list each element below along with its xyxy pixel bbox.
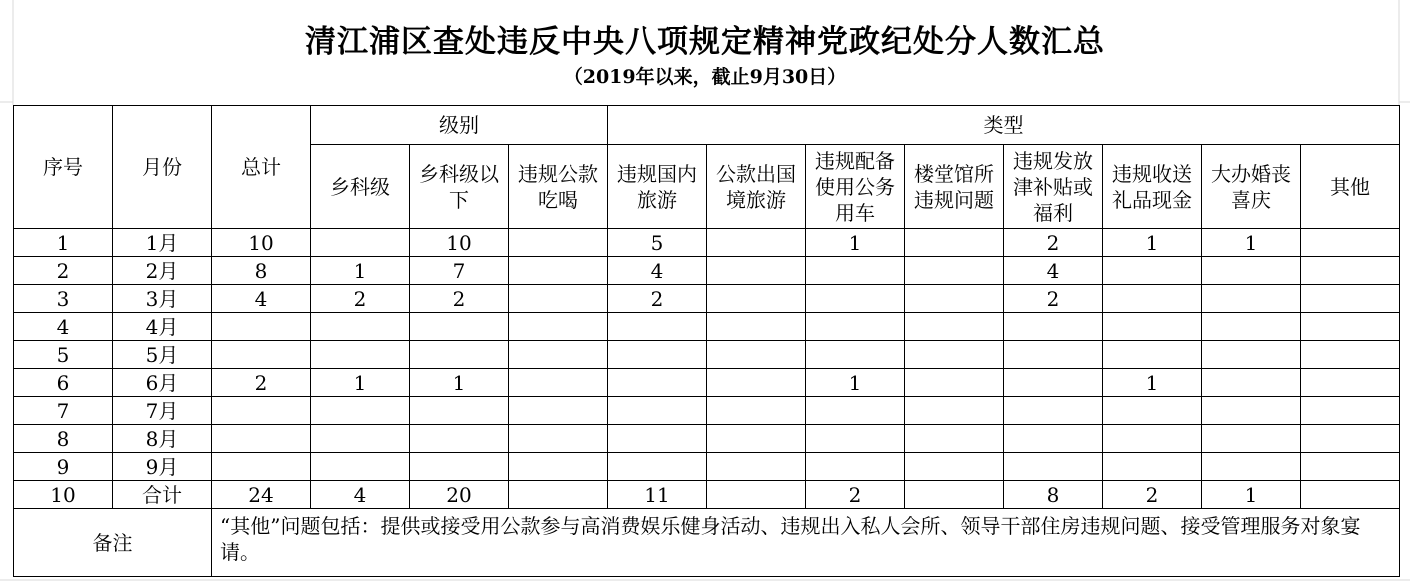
table-row	[14, 257, 1400, 285]
table-cell	[707, 425, 806, 453]
table-cell	[1301, 285, 1400, 313]
table-cell	[212, 313, 311, 341]
remark-text: “其他”问题包括：提供或接受用公款参与高消费娱乐健身活动、违规出入私人会所、领导干部住房违规问题、接受管理服务对象宴请。	[212, 509, 1400, 577]
table-cell	[212, 453, 311, 481]
row-month: 8月	[113, 425, 212, 453]
table-cell	[311, 341, 410, 369]
row-month: 9月	[113, 453, 212, 481]
table-cell	[509, 481, 608, 509]
table-cell	[806, 257, 905, 285]
table-cell	[311, 425, 410, 453]
row-seq: 9	[14, 453, 113, 481]
table-cell	[905, 285, 1004, 313]
table-cell: 1	[1202, 229, 1301, 257]
table-cell	[1202, 397, 1301, 425]
table-cell	[212, 341, 311, 369]
table-cell	[1103, 313, 1202, 341]
table-cell	[509, 313, 608, 341]
table-row	[14, 369, 1400, 397]
row-month: 4月	[113, 313, 212, 341]
table-cell	[806, 425, 905, 453]
table-cell	[509, 285, 608, 313]
table-cell	[1004, 425, 1103, 453]
table-cell	[1004, 397, 1103, 425]
row-month: 7月	[113, 397, 212, 425]
table-cell: 2	[212, 369, 311, 397]
table-cell	[608, 425, 707, 453]
table-cell	[509, 341, 608, 369]
header-level-col: 乡科级以下	[410, 145, 509, 229]
table-cell: 7	[410, 257, 509, 285]
table-cell: 4	[608, 257, 707, 285]
table-cell	[608, 453, 707, 481]
table-cell	[311, 453, 410, 481]
table-cell	[410, 313, 509, 341]
table-cell: 11	[608, 481, 707, 509]
table-row	[14, 453, 1400, 481]
table-cell	[707, 257, 806, 285]
table-cell: 1	[1103, 229, 1202, 257]
table-cell	[1301, 397, 1400, 425]
summary-table	[13, 105, 1400, 577]
table-cell	[905, 313, 1004, 341]
table-cell	[806, 341, 905, 369]
row-seq: 7	[14, 397, 113, 425]
table-cell	[509, 397, 608, 425]
table-cell	[1103, 285, 1202, 313]
header-level-col: 乡科级	[311, 145, 410, 229]
table-cell: 1	[806, 369, 905, 397]
table-cell	[1301, 341, 1400, 369]
table-cell: 8	[212, 257, 311, 285]
table-cell	[1301, 257, 1400, 285]
table-cell	[1202, 453, 1301, 481]
row-month: 5月	[113, 341, 212, 369]
table-cell: 1	[1103, 369, 1202, 397]
row-seq: 2	[14, 257, 113, 285]
header-level-group: 级别	[311, 106, 608, 145]
table-cell	[212, 425, 311, 453]
table-cell: 20	[410, 481, 509, 509]
table-cell: 2	[1004, 229, 1103, 257]
header-type-col: 违规国内旅游	[608, 145, 707, 229]
table-cell: 2	[1103, 481, 1202, 509]
table-cell	[905, 425, 1004, 453]
table-cell	[1202, 425, 1301, 453]
table-cell	[1004, 341, 1103, 369]
table-cell	[1202, 313, 1301, 341]
table-cell	[212, 397, 311, 425]
table-cell	[806, 397, 905, 425]
table-cell	[410, 341, 509, 369]
table-cell	[608, 341, 707, 369]
table-cell: 1	[311, 369, 410, 397]
table-cell	[311, 229, 410, 257]
table-cell	[1004, 369, 1103, 397]
header-type-col: 公款出国境旅游	[707, 145, 806, 229]
table-cell: 1	[410, 369, 509, 397]
table-cell: 2	[608, 285, 707, 313]
table-cell	[905, 229, 1004, 257]
table-cell	[806, 453, 905, 481]
row-seq: 1	[14, 229, 113, 257]
table-cell	[1202, 285, 1301, 313]
table-cell	[707, 481, 806, 509]
row-seq: 5	[14, 341, 113, 369]
table-cell	[1301, 313, 1400, 341]
header-total: 总计	[212, 106, 311, 229]
table-row	[14, 341, 1400, 369]
table-cell: 1	[1202, 481, 1301, 509]
table-cell	[1202, 369, 1301, 397]
header-type-group: 类型	[608, 106, 1400, 145]
table-cell	[410, 425, 509, 453]
header-type-col: 违规发放津补贴或福利	[1004, 145, 1103, 229]
header-month: 月份	[113, 106, 212, 229]
table-cell	[1103, 341, 1202, 369]
page-title: 清江浦区查处违反中央八项规定精神党政纪处分人数汇总	[305, 24, 1105, 60]
row-month: 6月	[113, 369, 212, 397]
row-seq: 3	[14, 285, 113, 313]
table-row	[14, 397, 1400, 425]
table-cell	[410, 397, 509, 425]
table-cell: 10	[212, 229, 311, 257]
table-cell	[905, 257, 1004, 285]
table-cell: 1	[806, 229, 905, 257]
header-type-col: 楼堂馆所违规问题	[905, 145, 1004, 229]
table-cell	[1004, 453, 1103, 481]
row-seq: 6	[14, 369, 113, 397]
table-cell: 4	[212, 285, 311, 313]
table-cell	[707, 285, 806, 313]
table-cell: 5	[608, 229, 707, 257]
header-level-col: 违规公款吃喝	[509, 145, 608, 229]
table-cell	[1103, 453, 1202, 481]
table-cell	[311, 397, 410, 425]
row-seq: 10	[14, 481, 113, 509]
row-month: 1月	[113, 229, 212, 257]
table-cell	[608, 313, 707, 341]
table-row	[14, 285, 1400, 313]
row-month: 合计	[113, 481, 212, 509]
row-month: 3月	[113, 285, 212, 313]
table-cell	[1103, 425, 1202, 453]
table-cell	[905, 369, 1004, 397]
table-cell	[707, 369, 806, 397]
table-row	[14, 313, 1400, 341]
row-month: 2月	[113, 257, 212, 285]
table-cell	[509, 453, 608, 481]
table-row	[14, 425, 1400, 453]
table-cell	[905, 397, 1004, 425]
table-cell	[1202, 257, 1301, 285]
remark-row	[14, 509, 1400, 577]
row-seq: 8	[14, 425, 113, 453]
table-cell	[806, 285, 905, 313]
table-cell: 4	[311, 481, 410, 509]
header-type-col: 违规收送礼品现金	[1103, 145, 1202, 229]
table-cell	[1004, 313, 1103, 341]
table-cell	[509, 257, 608, 285]
table-cell: 10	[410, 229, 509, 257]
table-cell	[707, 453, 806, 481]
remark-label: 备注	[14, 509, 212, 577]
table-cell	[905, 453, 1004, 481]
table-cell	[707, 313, 806, 341]
table-cell	[1301, 481, 1400, 509]
table-cell	[509, 229, 608, 257]
header-type-col: 违规配备使用公务用车	[806, 145, 905, 229]
table-cell	[608, 369, 707, 397]
table-cell	[1103, 397, 1202, 425]
table-cell	[1301, 369, 1400, 397]
table-cell	[707, 397, 806, 425]
header-seq: 序号	[14, 106, 113, 229]
table-cell: 24	[212, 481, 311, 509]
table-cell	[1301, 425, 1400, 453]
table-cell	[1301, 229, 1400, 257]
table-cell	[509, 425, 608, 453]
table-row	[14, 481, 1400, 509]
table-cell	[905, 341, 1004, 369]
table-cell: 1	[311, 257, 410, 285]
table-cell	[806, 313, 905, 341]
table-cell	[410, 453, 509, 481]
page-subtitle: （2019年以来，截止9月30日）	[563, 66, 847, 88]
table-cell: 2	[806, 481, 905, 509]
table-cell	[311, 313, 410, 341]
table-cell	[509, 369, 608, 397]
table-cell: 2	[410, 285, 509, 313]
table-row	[14, 229, 1400, 257]
table-cell: 2	[311, 285, 410, 313]
table-cell	[608, 397, 707, 425]
header-type-col: 大办婚丧喜庆	[1202, 145, 1301, 229]
table-cell	[905, 481, 1004, 509]
table-cell: 2	[1004, 285, 1103, 313]
header-type-col: 其他	[1301, 145, 1400, 229]
row-seq: 4	[14, 313, 113, 341]
table-cell	[1202, 341, 1301, 369]
table-cell	[1301, 453, 1400, 481]
table-cell: 8	[1004, 481, 1103, 509]
table-cell	[1103, 257, 1202, 285]
table-cell	[707, 341, 806, 369]
table-cell	[707, 229, 806, 257]
table-cell: 4	[1004, 257, 1103, 285]
